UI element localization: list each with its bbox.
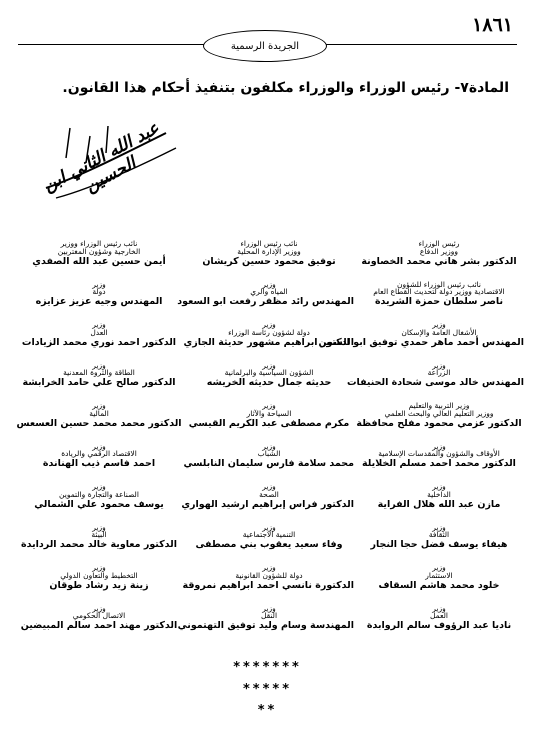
signatory-position: وزير bbox=[262, 482, 276, 491]
signatory-name: الدكتور محمد احمد مسلم الخلايلة bbox=[362, 458, 516, 470]
signatory-block bbox=[354, 483, 524, 524]
signatory-block bbox=[14, 402, 184, 443]
signatory-position: نائب رئيس الوزراء للشؤون bbox=[396, 279, 482, 289]
signatory-position: دولة bbox=[92, 287, 106, 297]
signatory-position: وزير bbox=[92, 563, 106, 572]
signatory-block bbox=[14, 281, 184, 322]
signatory-position: وزير bbox=[432, 441, 446, 451]
signatory-position: التنمية الاجتماعية bbox=[242, 530, 296, 540]
signatory-position: الثقافة bbox=[428, 530, 450, 540]
signatory-position: ووزير الدفاع bbox=[419, 246, 459, 256]
signatory-block bbox=[184, 240, 354, 281]
signatory-name: مكرم مصطفى عبد الكريم القيسي bbox=[188, 417, 350, 429]
signatory-name: الدكتور معاوية خالد محمد الردايدة bbox=[21, 539, 177, 551]
stars-line-3: ** bbox=[257, 703, 278, 718]
signatory-position: وزير bbox=[92, 603, 106, 613]
signatory-block bbox=[14, 524, 184, 565]
signatory-block bbox=[318, 320, 524, 362]
signatory-name: مازن عبد الله هلال الفراية bbox=[377, 498, 501, 510]
signatory-name: المهندسة وسام وليد توفيق التهتموني bbox=[177, 620, 354, 632]
signatory-name: الدكتور بشر هاني محمد الخصاونة bbox=[361, 255, 517, 267]
signatory-position: وزير bbox=[92, 360, 106, 370]
signatory-position: وزير bbox=[92, 522, 106, 532]
signatory-position: التخطيط والتعاون الدولي bbox=[60, 570, 138, 580]
signatory-name: ناديا عبد الرؤوف سالم الروابدة bbox=[366, 620, 512, 632]
signatory-position: الاقتصادية ووزير دولة لتحديث القطاع العام bbox=[373, 287, 505, 297]
signatory-name: يوسف محمود علي الشمالي bbox=[34, 498, 164, 510]
signatory-position: وزير bbox=[92, 279, 106, 289]
signatory-name: الدكتور صالح علي حامد الخرابشة bbox=[22, 377, 176, 389]
signatory-block bbox=[354, 443, 524, 484]
article-text: المادة٧- رئيس الوزراء والوزراء مكلفون بتنفيذ أحكام هذا القانون. bbox=[62, 80, 509, 96]
signatory-name: ناصر سلطان حمزة الشريدة bbox=[374, 296, 504, 308]
signatory-name: الدكتور احمد نوري محمد الزيادات bbox=[21, 336, 177, 348]
signatory-block bbox=[14, 564, 184, 605]
signatory-position: نائب رئيس الوزراء bbox=[240, 239, 298, 248]
signatory-position: وزير bbox=[432, 563, 446, 572]
signatory-block bbox=[184, 443, 354, 484]
signatory-name: المهندس خالد موسى شحادة الحنيفات bbox=[346, 377, 524, 389]
royal-signature bbox=[26, 118, 186, 213]
signatory-position: وزير bbox=[92, 482, 106, 491]
signatories-grid bbox=[14, 240, 524, 645]
signatory-name: احمد فاسم ذيب الهناندة bbox=[42, 458, 156, 470]
signatory-block bbox=[184, 524, 354, 565]
signatory-position: وزير bbox=[262, 401, 276, 410]
signatory-block bbox=[177, 279, 354, 322]
signatory-position: وزير bbox=[262, 320, 276, 329]
signatory-position: وزير bbox=[432, 603, 446, 613]
signatory-position: العدل bbox=[90, 327, 108, 337]
signatory-position: وزير bbox=[262, 279, 276, 289]
signatory-position: وزير bbox=[432, 522, 446, 532]
signatory-name: محمد سلامة فارس سليمان النابلسي bbox=[183, 458, 354, 470]
signatory-block bbox=[177, 603, 354, 646]
signatory-name: وفاء سعيد يعقوب بني مصطفى bbox=[195, 539, 343, 551]
signatory-block bbox=[354, 524, 524, 565]
signatory-position: دولة للشؤون القانونية bbox=[235, 570, 303, 580]
signatory-position: وزير bbox=[92, 320, 106, 329]
signatory-position: العمل bbox=[429, 611, 448, 621]
signatory-position: الاستثمار bbox=[425, 570, 453, 580]
signatory-position: وزير bbox=[92, 441, 106, 451]
signatory-position: وزير bbox=[262, 603, 276, 613]
signatory-block bbox=[184, 362, 354, 403]
signatory-name: الدكتور عزمي محمود مفلح محافظة bbox=[356, 417, 522, 429]
signatory-position: وزير bbox=[432, 360, 446, 370]
signatory-position: الخارجية وشؤون المغتربين bbox=[57, 246, 141, 256]
signatory-name: الدكتور ابراهيم مشهور حديثة الجازي bbox=[183, 336, 354, 348]
signatory-position: وزير bbox=[262, 441, 276, 451]
signatory-name: الدكتور مهند احمد سالم المبيضين bbox=[20, 620, 178, 632]
signatory-block bbox=[14, 443, 184, 484]
signatory-block bbox=[14, 605, 184, 646]
signatory-position: الصحة bbox=[259, 489, 279, 499]
signatory-position: وزير bbox=[262, 522, 276, 532]
signatory-name: توفيق محمود حسين كريشان bbox=[202, 255, 336, 267]
page-number: ١٨٦١ bbox=[472, 14, 513, 36]
signatory-name: أيمن حسين عبد الله الصفدي bbox=[32, 255, 166, 267]
signatory-block bbox=[354, 240, 524, 281]
signatory-position: نائب رئيس الوزراء ووزير bbox=[60, 239, 138, 248]
signatory-name: المهندس أحمد ماهر حمدي توفيق ابو السمن bbox=[318, 336, 524, 348]
signatory-name: حديثه جمال حديثه الخريشه bbox=[206, 377, 332, 389]
signatory-block bbox=[14, 362, 184, 403]
signatory-position: الاتصال الحكومي bbox=[72, 611, 126, 621]
signatory-position: الاقتصاد الرقمي والريادة bbox=[61, 449, 137, 459]
signatory-name: الدكتور محمد محمد حسين العسعس bbox=[16, 417, 182, 429]
signatory-position: وزير bbox=[262, 563, 276, 572]
signatory-position: الطاقة والثروة المعدنية bbox=[63, 368, 135, 378]
signatory-position: السياحة والآثار bbox=[246, 408, 292, 418]
signatory-position: البيئة bbox=[91, 530, 107, 540]
signatory-position: وزير bbox=[432, 320, 446, 329]
signatory-position: ووزير الإدارة المحلية bbox=[237, 246, 301, 256]
signatory-position: الصناعة والتجارة والتموين bbox=[59, 489, 139, 499]
signatory-position: المالية bbox=[89, 408, 109, 418]
signatory-position: وزير bbox=[432, 482, 446, 491]
signatory-block bbox=[184, 321, 354, 362]
signatory-position: الزراعة bbox=[427, 368, 451, 378]
signatory-position: وزير bbox=[262, 360, 276, 370]
signatory-position: الشؤون السياسية والبرلمانية bbox=[224, 368, 314, 378]
signatory-position: الشباب bbox=[257, 449, 281, 459]
signatory-name: المهندس رائد مظفر رفعت ابو السعود bbox=[177, 296, 354, 308]
signatory-position: المياه والري bbox=[250, 287, 288, 297]
signatory-block bbox=[14, 483, 184, 524]
signatory-position: الأوقاف والشؤون والمقدسات الإسلامية bbox=[378, 449, 500, 459]
signatory-position: رئيس الوزراء bbox=[418, 239, 460, 248]
stars-line-1: ******* bbox=[233, 660, 302, 675]
signatory-name: هيفاء يوسف فضل حجا النجار bbox=[370, 539, 508, 551]
signatory-block bbox=[184, 564, 354, 605]
signatory-block bbox=[14, 240, 184, 281]
signatory-block bbox=[346, 360, 524, 403]
signatory-position: وزير bbox=[92, 401, 106, 410]
signatory-position: وزير التربية والتعليم bbox=[408, 401, 470, 410]
stars-line-2: ***** bbox=[243, 682, 292, 697]
signatory-block bbox=[14, 321, 184, 362]
signatory-position: الداخلية bbox=[427, 489, 451, 499]
signatory-name: الدكتور فراس إبراهيم ارشيد الهواري bbox=[181, 498, 354, 510]
signatory-block bbox=[354, 605, 524, 646]
signatory-name: المهندس وجيه عزيز عزايزه bbox=[35, 296, 163, 308]
signatory-block bbox=[354, 402, 524, 443]
signatory-block bbox=[354, 564, 524, 605]
gazette-label: الجريدة الرسمية bbox=[203, 30, 327, 62]
signature-text: عبد الله الثاني ابن الحسين bbox=[40, 118, 163, 197]
signatory-name: زينة زيد رشاد طوقان bbox=[49, 579, 149, 591]
signatory-name: خلود محمد هاشم السقاف bbox=[378, 579, 500, 591]
signatory-position: الأشغال العامة والإسكان bbox=[401, 327, 477, 337]
signatory-block bbox=[354, 281, 524, 322]
signatory-position: النقل bbox=[260, 611, 278, 621]
signatory-block bbox=[184, 402, 354, 443]
signatory-block bbox=[181, 482, 354, 524]
signatory-position: دولة لشؤون رئاسة الوزراء bbox=[228, 327, 310, 337]
signatory-name: الدكتورة نانسي احمد ابراهيم نمروقة bbox=[182, 579, 354, 591]
signatory-position: ووزير التعليم العالي والبحث العلمي bbox=[384, 408, 494, 418]
